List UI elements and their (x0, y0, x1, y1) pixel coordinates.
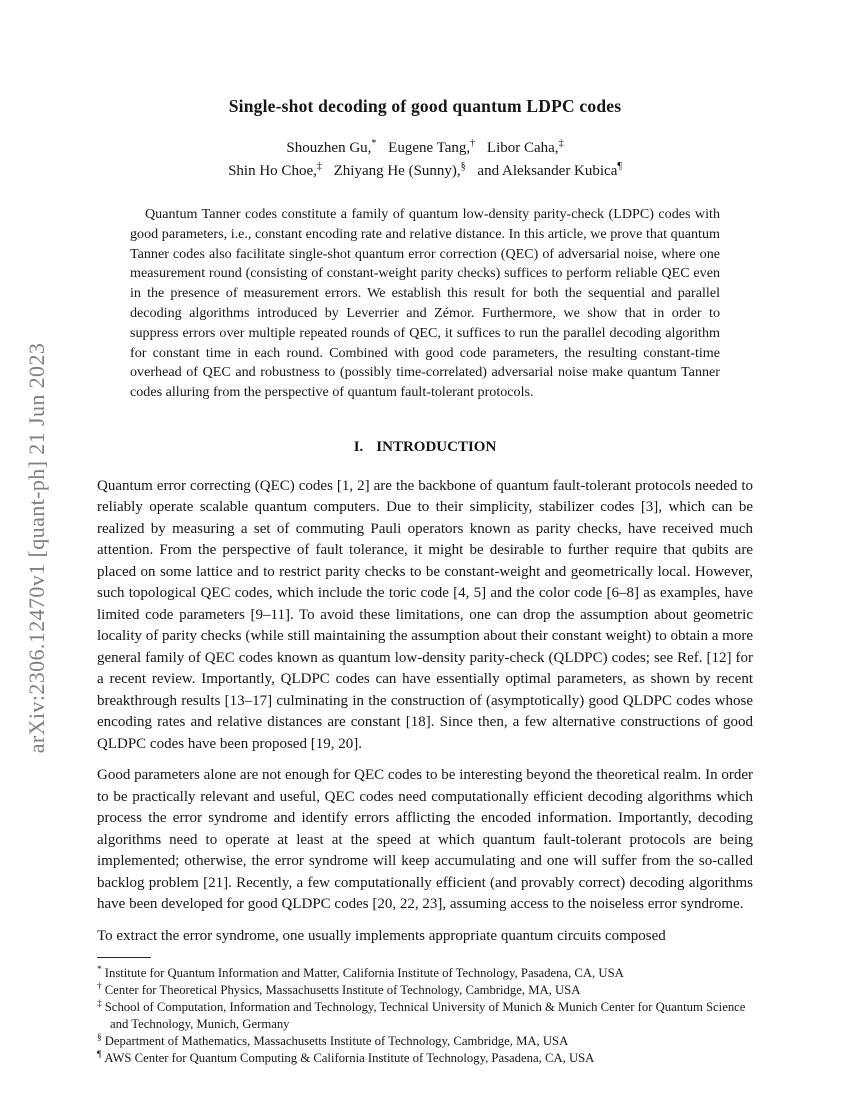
author-footnote-mark: ‡ (316, 160, 322, 172)
author-name-text: Zhiyang He (Sunny), (333, 162, 461, 179)
author-name-text: Shin Ho Choe, (228, 162, 317, 179)
author-footnote-mark: § (460, 160, 466, 172)
footnote-text: Institute for Quantum Information and Matter, California Institute of Technology, Pasadena, CA, USA (104, 966, 624, 981)
footnote-text: Center for Theoretical Physics, Massachusetts Institute of Technology, Cambridge, MA, USA (104, 983, 581, 998)
author-list-line1 (0, 137, 850, 160)
author-name (333, 160, 466, 179)
footnote-separator (97, 957, 151, 958)
author-name (477, 160, 622, 179)
intro-paragraph: Good parameters alone are not enough for QEC codes to be interesting beyond the theoretical realm. In order to be practically relevant and useful, QEC codes need computationally efficient decoding algorithms which process the error syndrome and identify errors afflicting the encoded information. Importantly, decoding algorithms need to operate at least at the speed at which quantum fault-tolerant protocols are being implemented; otherwise, the error syndrome will keep accumulating and one will suffer from the so-called backlog problem [21]. Recently, a few computationally efficient (and provably correct) decoding algorithms have been developed for good QLDPC codes [20, 22, 23], assuming access to the noiseless error syndrome. (97, 767, 753, 913)
author-footnote-mark: ¶ (617, 160, 622, 172)
author-list (0, 137, 850, 182)
footnotes (97, 965, 759, 1067)
paper-title: Single-shot decoding of good quantum LDPC codes (228, 96, 622, 116)
arxiv-watermark: arXiv:2306.12470v1 [quant-ph] 21 Jun 2023 (24, 342, 49, 754)
footnote-text: AWS Center for Quantum Computing & California Institute of Technology, Pasadena, CA, USA (104, 1051, 595, 1066)
section-heading (0, 439, 850, 456)
footnote (97, 965, 759, 982)
footnote (97, 982, 759, 999)
author-list-line2 (0, 160, 850, 183)
author-name (487, 140, 564, 156)
section-title: INTRODUCTION (376, 438, 497, 455)
footnote-marker: * (97, 965, 102, 976)
section-number: I. (353, 438, 364, 455)
footnote-marker: § (97, 1033, 102, 1044)
author-name (286, 140, 376, 156)
introduction-body (97, 476, 753, 948)
author-footnote-mark: † (470, 138, 476, 149)
footnote (97, 1050, 759, 1067)
footnote-marker: ‡ (97, 999, 102, 1010)
intro-paragraph: Quantum error correcting (QEC) codes [1, 2] are the backbone of quantum fault-tolerant protocols needed to reliably operate scalable quantum computers. Due to their simplicity, stabilizer codes [3], which can be realized by measuring a set of commuting Pauli operators known as parity checks, have received much attention. From the perspective of fault tolerance, it might be desirable to further require that qubits are placed on some lattice and to restrict parity checks to be constant-weight and geometrically local. However, such topological QEC codes, which include the toric code [4, 5] and the color code [6–8] as examples, have limited code parameters [9–11]. To avoid these limitations, one can drop the assumption about geometric locality of parity checks (while still maintaining the assumption about their constant weight) to obtain a more general family of QEC codes known as quantum low-density parity-check (QLDPC) codes; see Ref. [12] for a recent review. Importantly, QLDPC codes can have essentially optimal parameters, as shown by recent breakthrough results [13–17] culminating in the construction of (asymptotically) good QLDPC codes whose encoding rates and relative distances are constant [18]. Since then, a few alternative constructions of good QLDPC codes have been proposed [19, 20]. (97, 477, 753, 752)
author-footnote-mark: * (371, 138, 377, 149)
intro-paragraph: To extract the error syndrome, one usually implements appropriate quantum circuits composed (97, 927, 666, 944)
author-name-text: Eugene Tang, (388, 140, 471, 156)
footnote-marker: † (97, 982, 102, 993)
author-name (388, 140, 475, 156)
author-name-text: Libor Caha, (486, 140, 559, 156)
footnote-marker: ¶ (97, 1050, 102, 1061)
footnote (97, 1033, 759, 1050)
abstract-text: Quantum Tanner codes constitute a family of quantum low-density parity-check (LDPC) codes with good parameters, i.e., constant encoding rate and relative distance. In this article, we prove that quantum Tanner codes also facilitate single-shot quantum error correction (QEC) of adversarial noise, where one measurement round (consisting of constant-weight parity checks) suffices to perform reliable QEC even in the presence of measurement errors. We establish this result for both the sequential and parallel decoding algorithms introduced by Leverrier and Zémor. Furthermore, we show that in order to suppress errors over multiple repeated rounds of QEC, it suffices to run the parallel decoding algorithm for constant time in each round. Combined with good code parameters, the resulting constant-time overhead of QEC and robustness to (possibly time-correlated) adversarial noise make quantum Tanner codes alluring from the perspective of quantum fault-tolerant protocols. (130, 206, 720, 401)
author-name-text: and Aleksander Kubica (477, 162, 618, 179)
author-name-text: Shouzhen Gu, (286, 140, 372, 156)
author-name (228, 160, 322, 179)
footnote-text: Department of Mathematics, Massachusetts Institute of Technology, Cambridge, MA, USA (104, 1034, 569, 1049)
author-footnote-mark: ‡ (558, 138, 564, 149)
footnote (97, 999, 759, 1033)
footnote-text: School of Computation, Information and Technology, Technical University of Munich & Munich Center for Quantum Science and Technology, Munich, Germany (104, 1000, 746, 1032)
